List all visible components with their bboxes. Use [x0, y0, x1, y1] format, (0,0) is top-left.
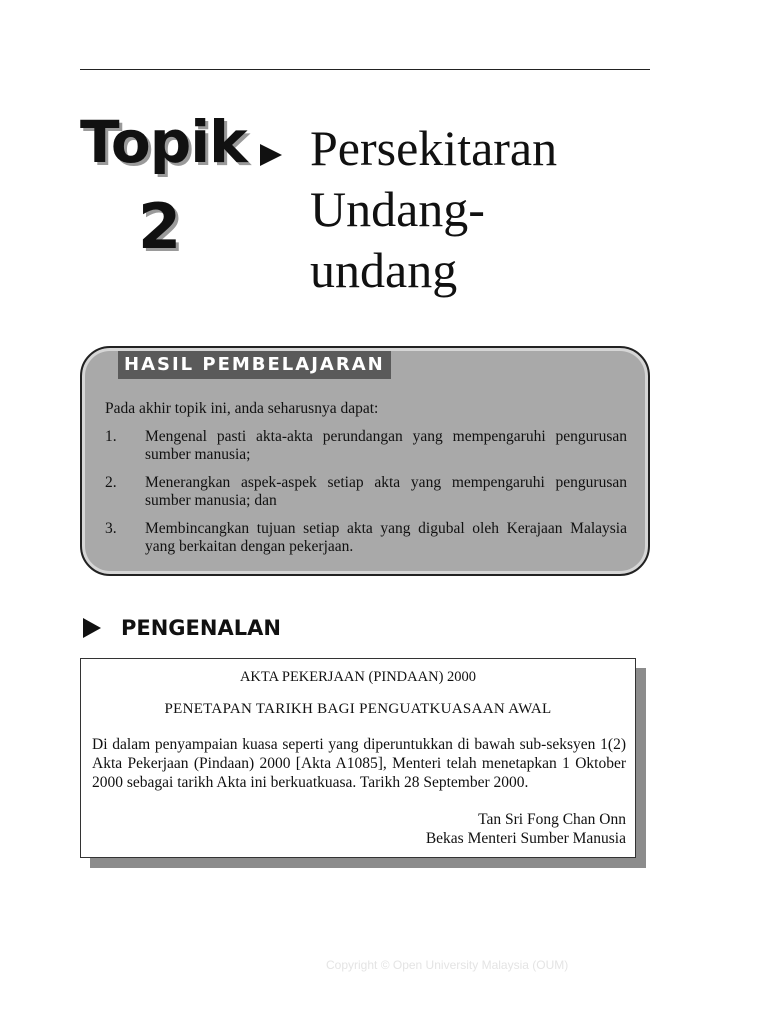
topic-title-line: Persekitaran	[310, 120, 558, 176]
outcome-text: Membincangkan tujuan setiap akta yang digubal oleh Kerajaan Malaysia yang berkaitan dengan pekerjaan.	[145, 520, 627, 555]
top-rule	[80, 69, 650, 70]
learning-outcomes-intro: Pada akhir topik ini, anda seharusnya dapat:	[105, 400, 379, 417]
signatory-name: Tan Sri Fong Chan Onn	[478, 811, 626, 828]
notice-subtitle: PENETAPAN TARIKH BAGI PENGUATKUASAAN AWAL	[164, 701, 552, 717]
outcome-number: 3.	[105, 520, 117, 537]
section-heading: PENGENALAN	[121, 616, 281, 640]
signatory-title: Bekas Menteri Sumber Manusia	[425, 830, 626, 847]
outcome-number: 2.	[105, 474, 117, 491]
topic-title	[310, 118, 710, 301]
topic-label: Topik	[80, 108, 247, 176]
topic-title-line: undang	[310, 242, 458, 298]
notice-body: Di dalam penyampaian kuasa seperti yang diperuntukkan di bawah sub-seksyen 1(2) Akta Pekerjaan (Pindaan) 2000 [Akta A1085], Menteri telah menetapkan 1 Oktober 2000 sebagai tarikh Akta ini berkuatkuasa. Tarikh 28 September 2000.	[92, 736, 626, 791]
outcome-number: 1.	[105, 428, 117, 445]
play-arrow-icon	[258, 142, 284, 168]
topic-title-line: Undang-	[310, 181, 485, 237]
topic-number: 2	[138, 190, 182, 263]
play-arrow-icon	[82, 617, 102, 639]
outcome-text: Menerangkan aspek-aspek setiap akta yang mempengaruhi pengurusan sumber manusia; dan	[145, 474, 627, 509]
copyright-watermark: Copyright © Open University Malaysia (OUM)	[326, 958, 569, 972]
notice-title: AKTA PEKERJAAN (PINDAAN) 2000	[239, 669, 477, 685]
learning-outcomes-heading: HASIL PEMBELAJARAN	[118, 351, 391, 379]
outcome-text: Mengenal pasti akta-akta perundangan yang mempengaruhi pengurusan sumber manusia;	[145, 428, 627, 463]
